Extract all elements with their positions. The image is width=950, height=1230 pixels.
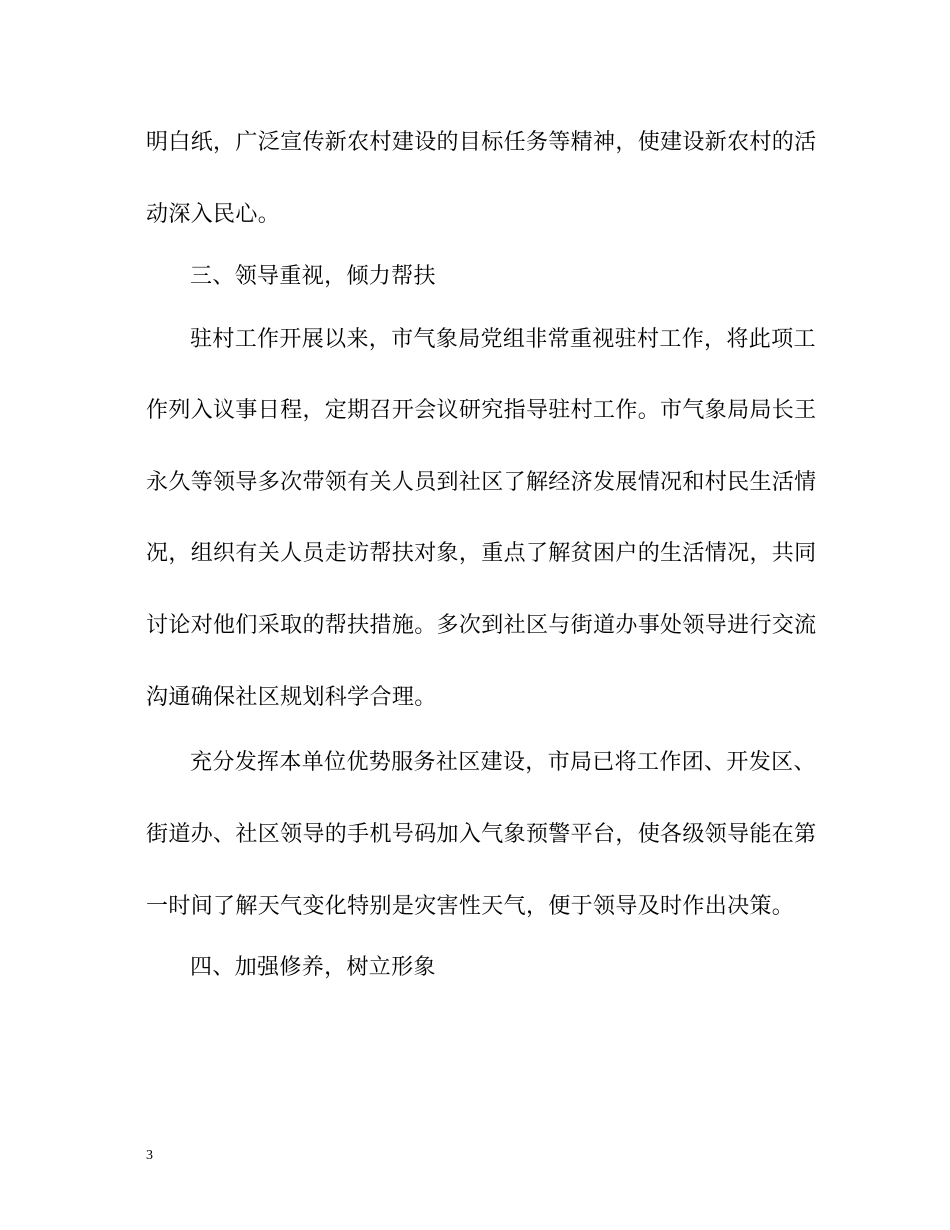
page-number: 3 [146, 1148, 153, 1163]
section-heading: 三、领导重视，倾力帮扶 [190, 264, 436, 289]
paragraph-line: 驻村工作开展以来，市气象局党组非常重视驻村工作，将此项工 [190, 327, 816, 352]
paragraph-line: 况，组织有关人员走访帮扶对象，重点了解贫困户的生活情况，共同 [146, 541, 817, 566]
paragraph-line: 永久等领导多次带领有关人员到社区了解经济发展情况和村民生活情 [146, 470, 817, 495]
paragraph-line: 动深入民心。 [146, 202, 281, 227]
paragraph-line: 讨论对他们采取的帮扶措施。多次到社区与街道办事处领导进行交流 [146, 613, 817, 638]
section-heading: 四、加强修养，树立形象 [190, 955, 436, 980]
paragraph-line: 沟通确保社区规划科学合理。 [146, 685, 437, 710]
paragraph-line: 街道办、社区领导的手机号码加入气象预警平台，使各级领导能在第 [146, 822, 817, 847]
paragraph-line: 充分发挥本单位优势服务社区建设，市局已将工作团、开发区、 [190, 750, 816, 775]
paragraph-line: 一时间了解天气变化特别是灾害性天气，便于领导及时作出决策。 [146, 894, 795, 919]
paragraph-line: 明白纸，广泛宣传新农村建设的目标任务等精神，使建设新农村的活 [146, 130, 817, 155]
paragraph-line: 作列入议事日程，定期召开会议研究指导驻村工作。市气象局局长王 [146, 398, 817, 423]
